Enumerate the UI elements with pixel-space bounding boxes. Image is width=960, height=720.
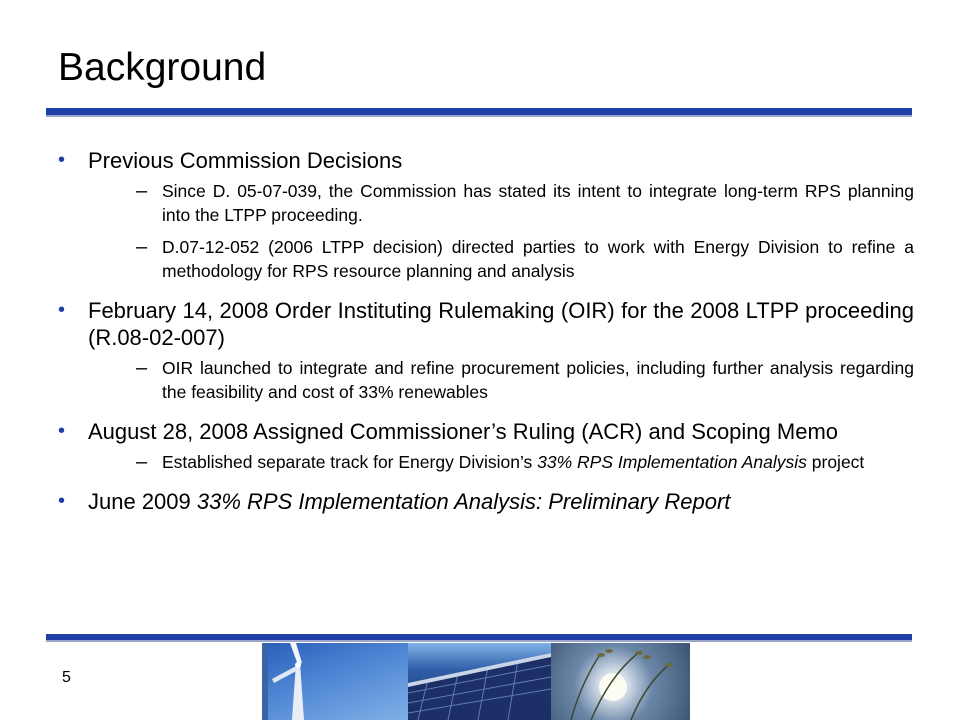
- grass-sun-icon: [551, 643, 690, 720]
- solar-panel-photo: [408, 643, 551, 720]
- sub-bullet-marker: –: [136, 451, 148, 473]
- footer-divider: [46, 634, 912, 642]
- bullet-item: [56, 147, 914, 283]
- sub-bullet-marker: –: [136, 236, 148, 258]
- bullet-marker: •: [58, 299, 66, 321]
- sub-bullet-item: [88, 356, 914, 404]
- bullet-item: [56, 297, 914, 404]
- footer-photo-strip: [262, 643, 690, 720]
- sub-bullet-text-italic: 33% RPS Implementation Analysis: [537, 452, 807, 472]
- sub-bullet-item: [88, 235, 914, 283]
- bullet-item: [56, 418, 914, 474]
- bullet-text: Previous Commission Decisions: [88, 148, 403, 173]
- bullet-text: February 14, 2008 Order Instituting Rulemaking (OIR) for the 2008 LTPP proceeding (R.08-02-007): [88, 298, 914, 350]
- solar-panel-icon: [408, 643, 551, 720]
- wind-turbine-photo: [262, 643, 408, 720]
- slide-body: [56, 147, 914, 515]
- slide-title: Background: [58, 46, 267, 89]
- bullet-text: August 28, 2008 Assigned Commissioner’s Ruling (ACR) and Scoping Memo: [88, 419, 839, 444]
- sub-bullet-marker: –: [136, 180, 148, 202]
- sub-bullet-text: D.07-12-052 (2006 LTPP decision) directed parties to work with Energy Division to refine a methodology for RPS resource planning and analysis: [162, 237, 914, 281]
- bullet-marker: •: [58, 149, 66, 171]
- sub-bullet-text: Since D. 05-07-039, the Commission has stated its intent to integrate long-term RPS planning into the LTPP proceeding.: [162, 181, 914, 225]
- wind-turbine-icon: [262, 643, 408, 720]
- sub-bullet-text-tail: project: [806, 452, 865, 472]
- bullet-text-lead: June 2009: [88, 489, 197, 514]
- grass-sun-photo: [551, 643, 690, 720]
- sub-bullet-item: [88, 450, 914, 474]
- sub-bullet-text: OIR launched to integrate and refine procurement policies, including further analysis regarding the feasibility and cost of 33% renewables: [162, 358, 914, 402]
- bullet-marker: •: [58, 420, 66, 442]
- bullet-item: [56, 488, 914, 515]
- sub-bullet-item: [88, 179, 914, 227]
- slide-number: 5: [62, 669, 71, 686]
- bullet-text-italic: 33% RPS Implementation Analysis: Preliminary Report: [196, 489, 731, 514]
- sub-bullet-text-lead: Established separate track for Energy Division’s: [162, 452, 538, 472]
- bullet-marker: •: [58, 490, 66, 512]
- sub-bullet-marker: –: [136, 357, 148, 379]
- title-divider: [46, 108, 912, 117]
